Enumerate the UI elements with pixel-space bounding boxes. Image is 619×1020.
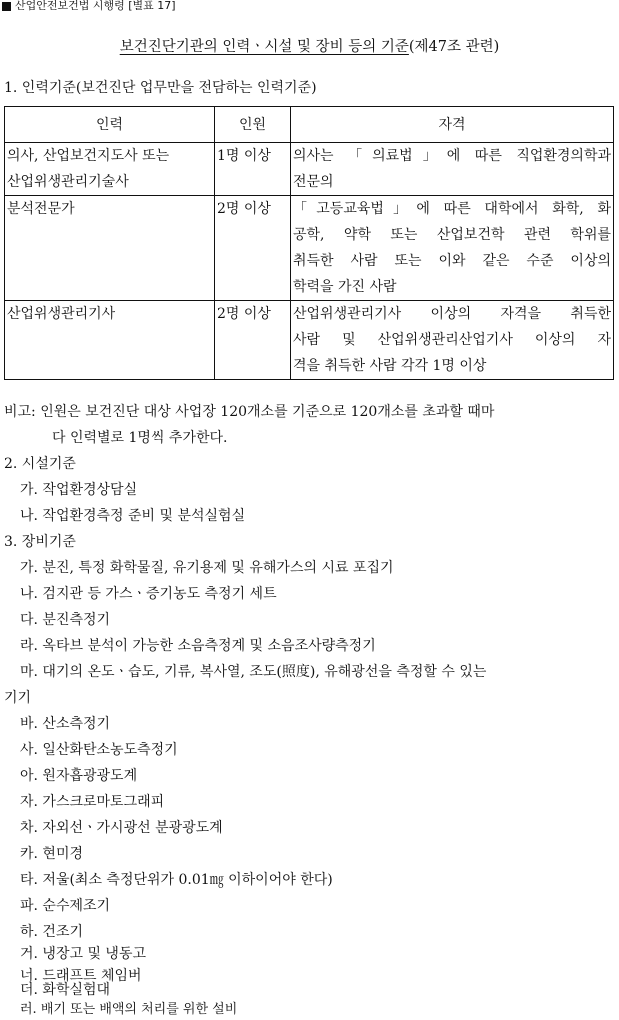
column-header-qualification: 자격	[291, 107, 614, 143]
qualification-line: 취득한 사람 또는 이와 같은 수준 이상의	[293, 253, 611, 269]
column-header-role: 인력	[5, 107, 215, 143]
list-item: 가. 분진, 특정 화학물질, 유기용제 및 유해가스의 시료 포집기	[20, 560, 394, 576]
list-item: 하. 건조기	[20, 924, 83, 940]
role-cell	[5, 143, 215, 196]
qualification-line: 공학, 약학 또는 산업보건학 관련 학위를	[293, 227, 611, 243]
qualification-line: 「고등교육법」에 따른 대학에서 화학, 화	[293, 201, 611, 217]
role-line: 산업위생관리기술사	[7, 174, 129, 190]
qualification-cell	[291, 143, 614, 196]
list-item: 다. 분진측정기	[20, 612, 111, 628]
qualification-cell	[291, 301, 614, 380]
role-line: 분석전문가	[7, 201, 75, 217]
list-item: 타. 저울(최소 측정단위가 0.01㎎ 이하이어야 한다)	[20, 872, 333, 888]
document-header	[2, 0, 176, 12]
qualification-line: 전문의	[293, 174, 334, 190]
list-item: 더. 화학실험대	[20, 982, 111, 998]
role-cell	[5, 301, 215, 380]
list-item: 라. 옥타브 분석이 가능한 소음측정계 및 소음조사량측정기	[20, 638, 376, 654]
column-header-count: 인원	[215, 107, 291, 143]
qualification-line: 격을 취득한 사람 각각 1명 이상	[293, 358, 487, 374]
list-item: 아. 원자흡광광도계	[20, 768, 138, 784]
list-item: 거. 냉장고 및 냉동고	[20, 946, 146, 962]
list-item: 차. 자외선ㆍ가시광선 분광광도계	[20, 820, 223, 836]
personnel-table	[4, 106, 614, 380]
list-item: 나. 검지관 등 가스ㆍ증기농도 측정기 세트	[20, 586, 277, 602]
qualification-cell	[291, 196, 614, 301]
title-ref: (제47조 관련)	[408, 39, 500, 55]
table-note-line2: 다 인력별로 1명씩 추가한다.	[52, 430, 228, 446]
count-cell: 2명 이상	[215, 301, 291, 380]
count-cell: 1명 이상	[215, 143, 291, 196]
square-bullet-icon	[2, 2, 11, 11]
list-item: 러. 배기 또는 배액의 처리를 위한 설비	[20, 1002, 238, 1017]
list-item: 사. 일산화탄소농도측정기	[20, 742, 178, 758]
role-line: 의사, 산업보건지도사 또는	[7, 148, 170, 164]
list-item: 자. 가스크로마토그래피	[20, 794, 165, 810]
role-cell	[5, 196, 215, 301]
table-header-row	[5, 107, 614, 143]
qualification-line: 학력을 가진 사람	[293, 279, 397, 295]
list-item: 카. 현미경	[20, 846, 83, 862]
qualification-line: 의사는 「의료법」에 따른 직업환경의학과	[293, 148, 611, 164]
page-title	[0, 37, 619, 57]
table-row	[5, 196, 614, 301]
list-item: 가. 작업환경상담실	[20, 482, 138, 498]
list-item: 바. 산소측정기	[20, 716, 111, 732]
list-item: 파. 순수제조기	[20, 898, 111, 914]
list-item: 마. 대기의 온도ㆍ습도, 기류, 복사열, 조도(照度), 유해광선을 측정할 수 있는	[20, 664, 487, 680]
section2-heading: 2. 시설기준	[4, 456, 76, 472]
list-item-continuation: 기기	[4, 690, 32, 706]
table-row	[5, 143, 614, 196]
section1-heading: 1. 인력기준(보건진단 업무만을 전담하는 인력기준)	[4, 80, 317, 96]
header-text: 산업안전보건법 시행령 [별표 17]	[15, 0, 176, 12]
list-item: 너. 드래프트 체임버	[20, 968, 142, 984]
count-cell: 2명 이상	[215, 196, 291, 301]
table-note-line1: 비고: 인원은 보건진단 대상 사업장 120개소를 기준으로 120개소를 초과할 때마	[4, 404, 495, 420]
qualification-line: 산업위생관리기사 이상의 자격을 취득한	[293, 306, 611, 322]
title-main: 보건진단기관의 인력ㆍ시설 및 장비 등의 기준	[119, 39, 409, 55]
role-line: 산업위생관리기사	[7, 306, 116, 322]
qualification-line: 사람 및 산업위생관리산업기사 이상의 자	[293, 332, 611, 348]
section3-heading: 3. 장비기준	[4, 534, 76, 550]
list-item: 나. 작업환경측정 준비 및 분석실험실	[20, 508, 246, 524]
table-row	[5, 301, 614, 380]
